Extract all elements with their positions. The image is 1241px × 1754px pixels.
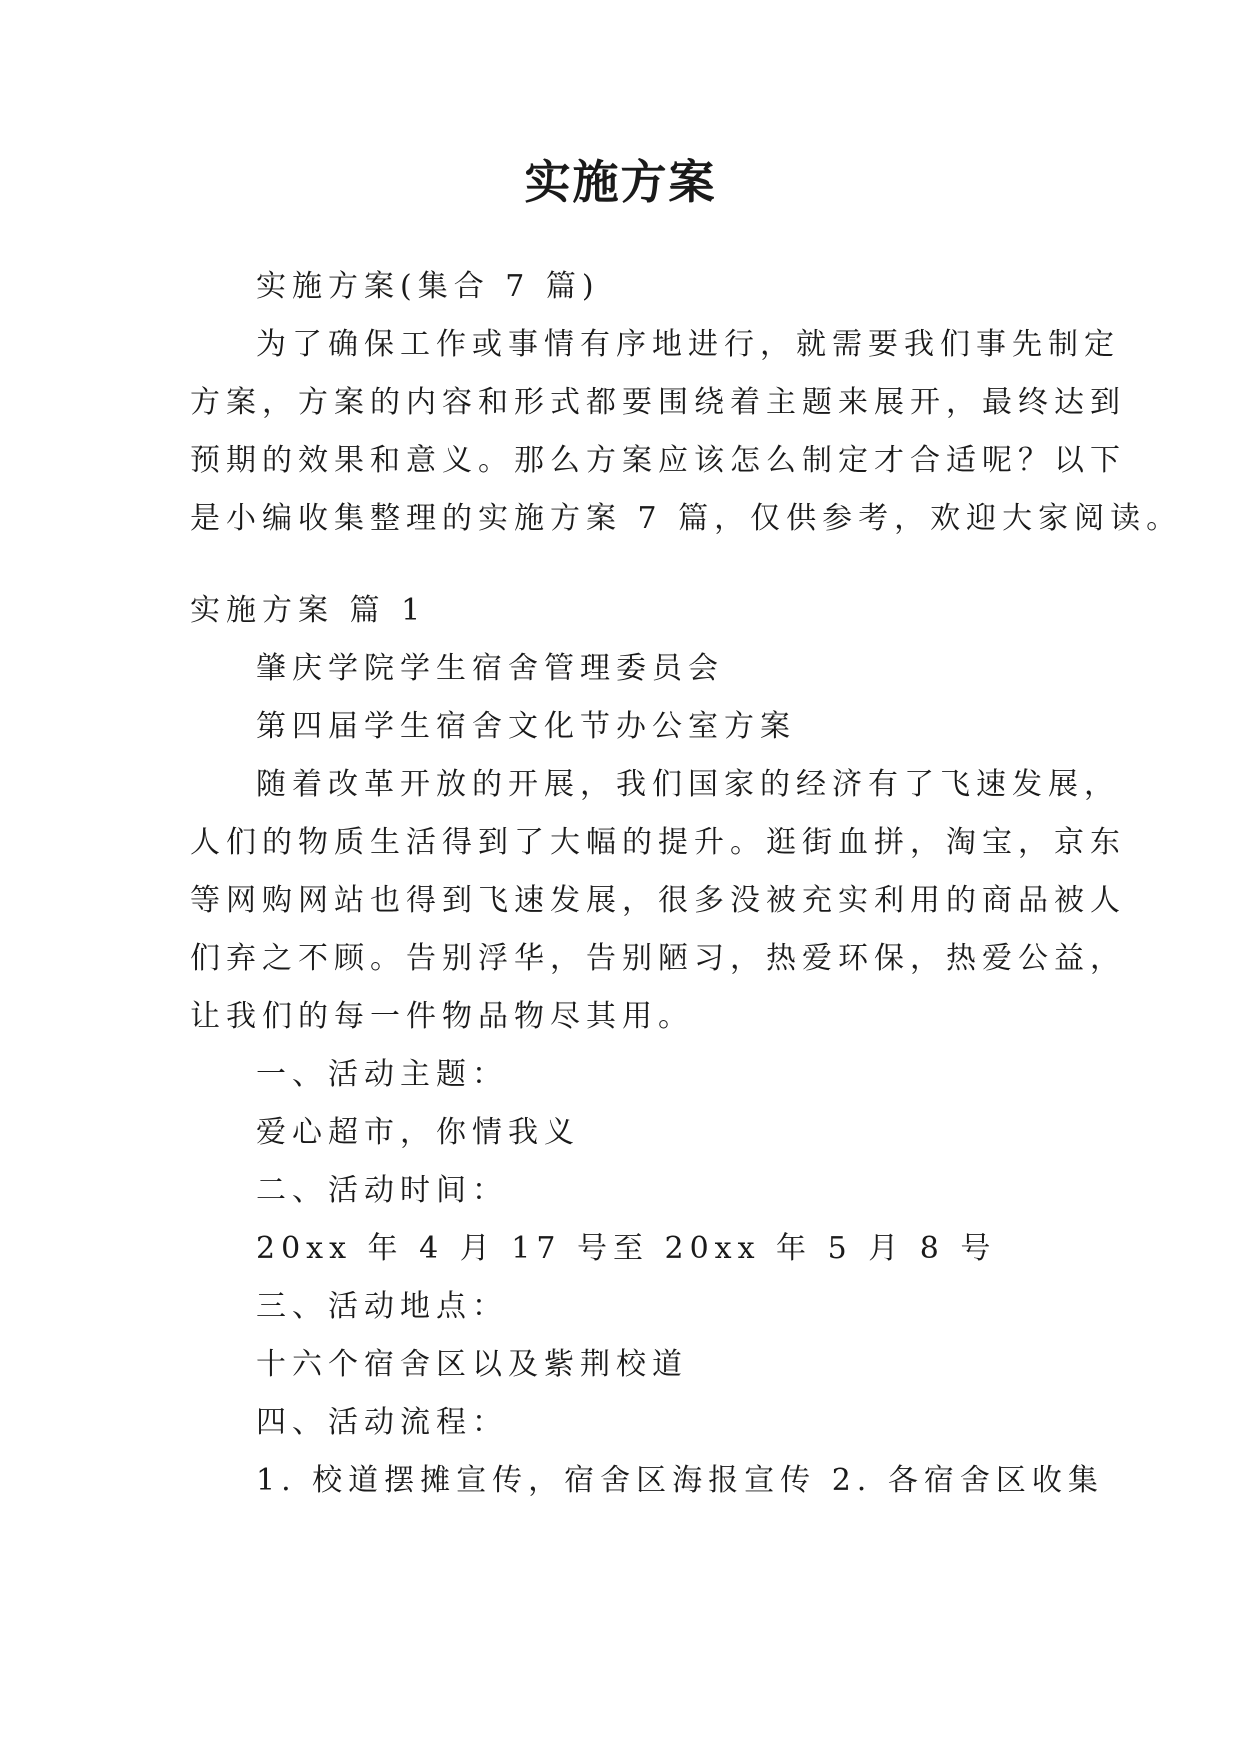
intro-line: 是小编收集整理的实施方案 7 篇，仅供参考，欢迎大家阅读。: [190, 501, 1183, 536]
body-line: 随着改革开放的开展，我们国家的经济有了飞速发展，: [256, 767, 1120, 802]
body-line: 让我们的每一件物品物尽其用。: [190, 999, 694, 1034]
item-text: 十六个宿舍区以及紫荆校道: [256, 1347, 688, 1382]
item-text: 1. 校道摆摊宣传，宿舍区海报宣传 2. 各宿舍区收集: [256, 1463, 1104, 1498]
intro-line: 为了确保工作或事情有序地进行，就需要我们事先制定: [256, 327, 1120, 362]
body-line: 们弃之不顾。告别浮华，告别陋习，热爱环保，热爱公益，: [190, 941, 1126, 976]
item-heading: 四、活动流程：: [256, 1405, 508, 1440]
spacer: [190, 548, 1070, 582]
intro-line: 方案，方案的内容和形式都要围绕着主题来展开，最终达到: [190, 385, 1126, 420]
item-text: 爱心超市，你情我义: [256, 1115, 580, 1150]
intro-heading: 实施方案(集合 7 篇): [256, 269, 600, 304]
item-heading: 三、活动地点：: [256, 1289, 508, 1324]
item-heading: 一、活动主题：: [256, 1057, 508, 1092]
org-line: 第四届学生宿舍文化节办公室方案: [256, 709, 796, 744]
org-line: 肇庆学院学生宿舍管理委员会: [256, 651, 724, 686]
body-line: 人们的物质生活得到了大幅的提升。逛街血拼，淘宝，京东: [190, 825, 1126, 860]
document-title: 实施方案: [524, 155, 717, 209]
intro-line: 预期的效果和意义。那么方案应该怎么制定才合适呢？以下: [190, 443, 1126, 478]
body-line: 等网购网站也得到飞速发展，很多没被充实利用的商品被人: [190, 883, 1126, 918]
section-heading: 实施方案 篇 1: [190, 593, 427, 628]
document-body: [190, 258, 1183, 1510]
item-text: 20xx 年 4 月 17 号至 20xx 年 5 月 8 号: [256, 1231, 997, 1266]
item-heading: 二、活动时间：: [256, 1173, 508, 1208]
